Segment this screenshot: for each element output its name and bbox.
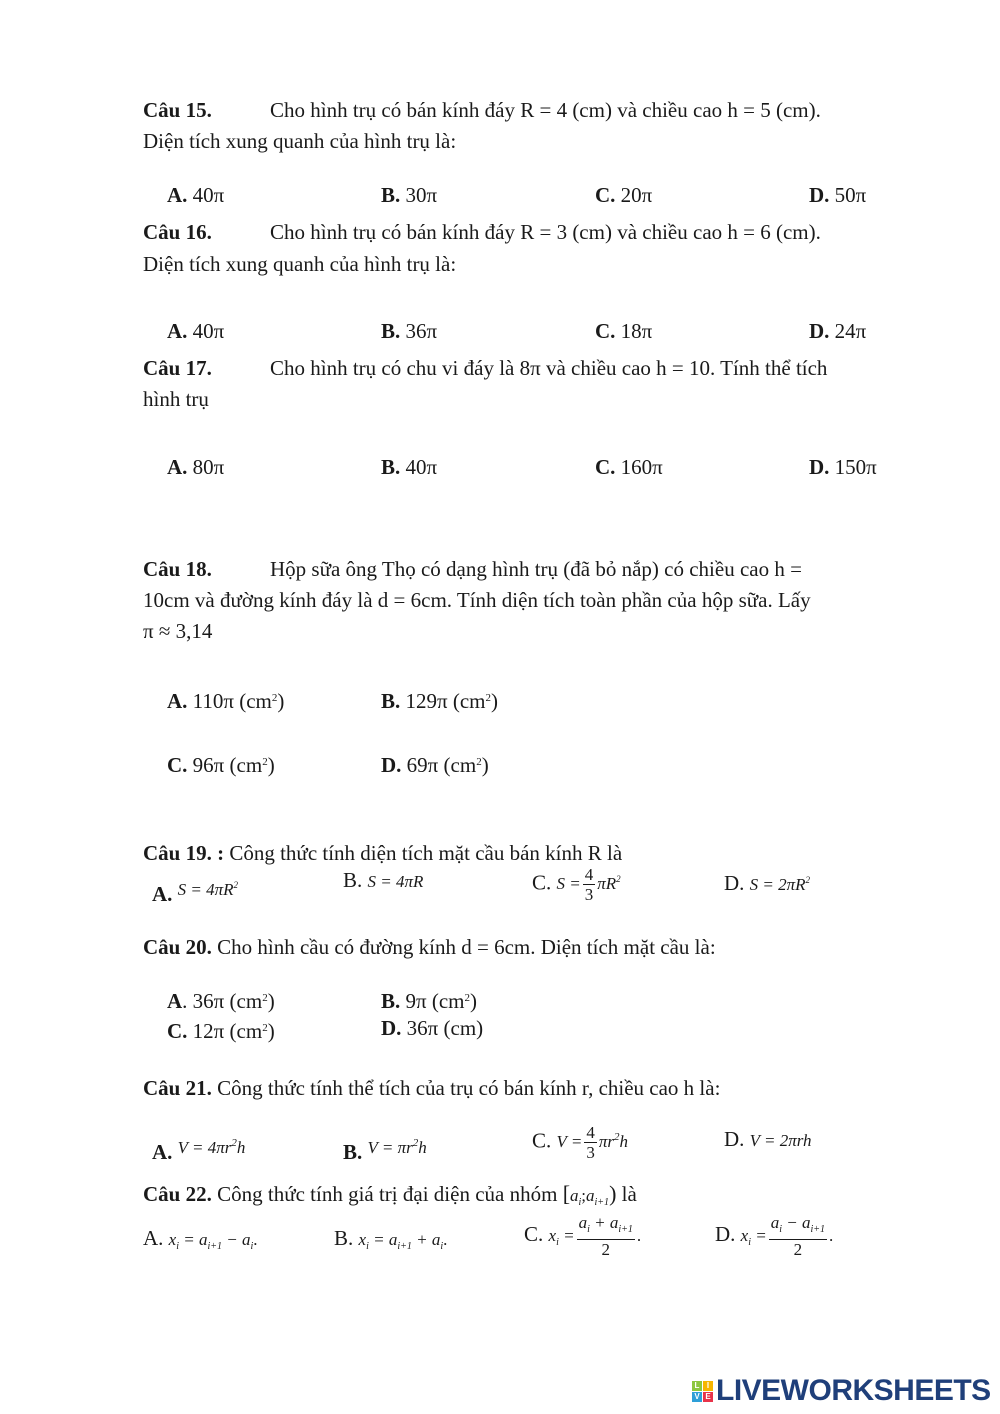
question-21-text: Công thức tính thể tích của trụ có bán kính r, chiều cao h là: [217, 1076, 721, 1100]
question-20 [143, 935, 716, 959]
q17-option-a[interactable]: A. 80π [167, 455, 225, 479]
q20-option-a[interactable]: A. 36π $(cm^2)$ [167, 989, 275, 1013]
q18-option-c[interactable]: C. 96π $(cm^2)$ [167, 753, 275, 777]
question-20-text: Cho hình cầu có đường kính d = 6cm. Diện tích mặt cầu là: [217, 935, 716, 959]
group-interval: $[a_i;a_{i+1})$ [562, 1181, 617, 1208]
question-18-text-3: π ≈ 3,14 [143, 619, 213, 643]
logo-text: LIVEWORKSHEETS [716, 1374, 991, 1407]
question-22-text: Công thức tính giá trị đại diện của nhóm [217, 1182, 558, 1206]
q21-option-d[interactable]: D. V = 2πrh [724, 1127, 812, 1151]
q17-option-d[interactable]: D. 150π [809, 455, 877, 479]
q16-option-d[interactable]: D. 24π [809, 319, 867, 343]
q16-option-a[interactable]: A. 40π [167, 319, 225, 343]
q18-option-d[interactable]: D. 69π $(cm^2)$ [381, 753, 489, 777]
q19-option-b[interactable]: B. S = 4πR [343, 868, 424, 892]
q22-option-a[interactable]: A. $x_i = a_{i+1} - a_i$. [143, 1226, 258, 1252]
question-18-text-2: 10cm và đường kính đáy là d = 6cm. Tính diện tích toàn phần của hộp sữa. Lấy [143, 588, 811, 612]
question-21-label: Câu 21. [143, 1076, 212, 1100]
question-16-text: Cho hình trụ có bán kính đáy R = 3 (cm) và chiều cao h = 6 (cm). [270, 220, 821, 244]
q18-option-a[interactable]: A. 110π $(cm^2)$ [167, 689, 285, 713]
q20-option-d[interactable]: D. 36π (cm) [381, 1016, 484, 1040]
q22-option-b[interactable]: B. $x_i = a_{i+1} + a_i$. [334, 1226, 448, 1252]
question-22: Câu 22. Công thức tính giá trị đại diện của nhóm $[a_i;a_{i+1})$ là [143, 1181, 637, 1208]
q17-option-c[interactable]: C. 160π [595, 455, 663, 479]
question-15-text: Cho hình trụ có bán kính đáy R = 4 (cm) và chiều cao h = 5 (cm). [270, 98, 821, 122]
question-15-label: Câu 15. [143, 98, 212, 122]
question-20-label: Câu 20. [143, 935, 212, 959]
q21-option-a[interactable]: A. $^{V = 4\pi r^2h}$ [152, 1137, 246, 1164]
question-17-text-2: hình trụ [143, 387, 209, 411]
question-16-text-2: Diện tích xung quanh của hình trụ là: [143, 252, 457, 276]
q15-option-c[interactable]: C. 20π [595, 183, 653, 207]
question-16-label: Câu 16. [143, 220, 212, 244]
q17-option-b[interactable]: B. 40π [381, 455, 438, 479]
question-18-label: Câu 18. [143, 557, 212, 581]
q20-option-c[interactable]: C. 12π $(cm^2)$ [167, 1019, 275, 1043]
q16-option-b[interactable]: B. 36π [381, 319, 438, 343]
question-22-label: Câu 22. [143, 1182, 212, 1206]
q22-option-c[interactable]: C. $x_i$ = $\frac{a_i + a_{i+1}}{2}$ . [524, 1213, 642, 1259]
q15-option-b[interactable]: B. 30π [381, 183, 438, 207]
q21-option-c[interactable]: C. V = $\frac{4}{3}$ $\pi r^2h$ [532, 1123, 628, 1162]
liveworksheets-logo [692, 1374, 991, 1408]
question-21 [143, 1076, 720, 1100]
q21-option-b[interactable]: B. $^{V = \pi r^2h}$ [343, 1137, 427, 1164]
q15-option-d[interactable]: D. 50π [809, 183, 867, 207]
q19-option-a[interactable]: A. $^{S = 4\pi R^2}$ [152, 880, 239, 906]
q22-option-d[interactable]: D. $x_i$ = $\frac{a_i - a_{i+1}}{2}$ . [715, 1213, 834, 1259]
q20-option-b[interactable]: B. 9π $(cm^2)$ [381, 989, 478, 1013]
question-18-text: Hộp sữa ông Thọ có dạng hình trụ (đã bỏ nắp) có chiều cao h = [270, 557, 802, 581]
question-15-text-2: Diện tích xung quanh của hình trụ là: [143, 129, 457, 153]
q16-option-c[interactable]: C. 18π [595, 319, 653, 343]
q19-option-c[interactable]: C. S = $\frac{4}{3}$ $\pi R^2$ [532, 865, 621, 904]
q18-option-b[interactable]: B. 129π $(cm^2)$ [381, 689, 499, 713]
question-19-label: Câu 19. : [143, 841, 225, 865]
question-19 [143, 841, 622, 865]
question-19-text: Công thức tính diện tích mặt cầu bán kính R là [229, 841, 623, 865]
q15-option-a[interactable]: A. 40π [167, 183, 225, 207]
logo-tile-icon: L I V E [692, 1381, 713, 1402]
q19-option-d[interactable]: D. $S = 2\pi R^2$ [724, 871, 811, 895]
question-17-label: Câu 17. [143, 356, 212, 380]
question-17-text: Cho hình trụ có chu vi đáy là 8π và chiều cao h = 10. Tính thể tích [270, 356, 828, 380]
